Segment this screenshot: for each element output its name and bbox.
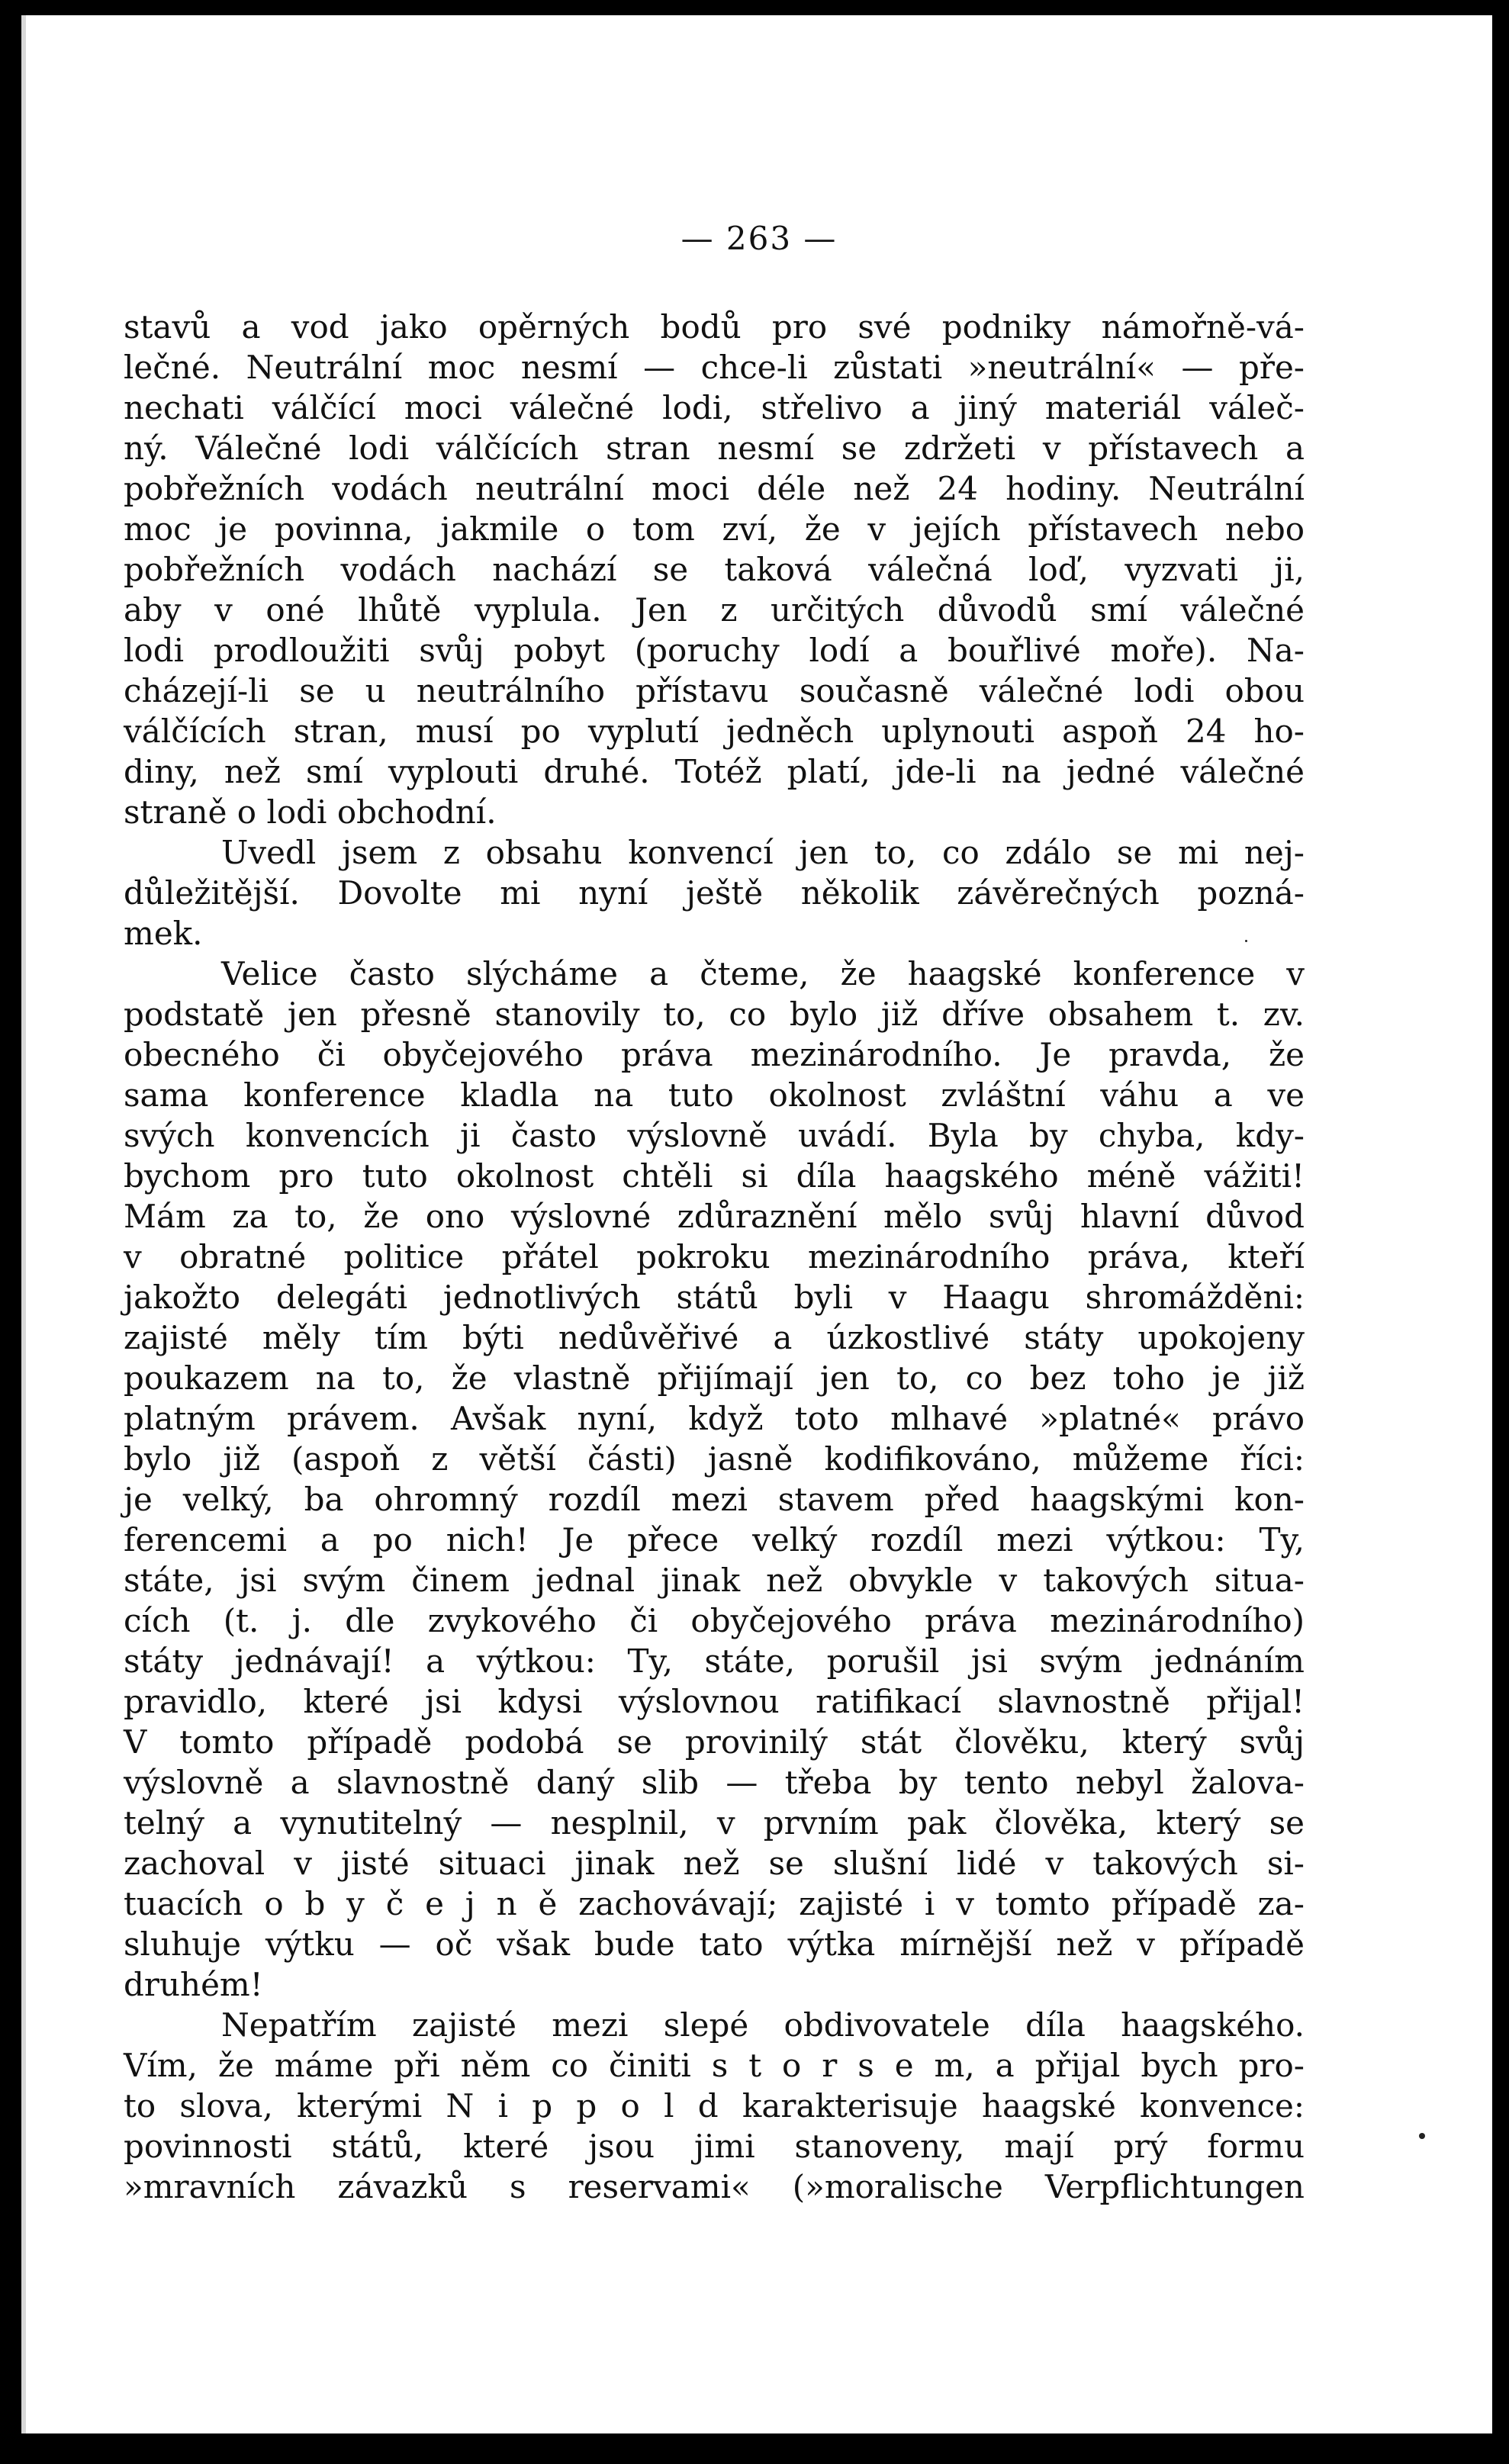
text-line: lečné. Neutrální moc nesmí — chce-li zůstati »neutrální« — pře- [124,349,1305,386]
text-line: Velice často slýcháme a čteme, že haagské konference v [221,955,1305,992]
text-line: tuacích o b y č e j n ě zachovávají; zajisté i v tomto případě za- [124,1885,1305,1922]
page-number-header: — 263 — [680,220,838,257]
text-line: platným právem. Avšak nyní, když toto mlhavé »platné« právo [124,1400,1305,1437]
text-line: cházejí-li se u neutrálního přístavu současně válečné lodi obou [124,672,1305,709]
text-line: pobřežních vodách neutrální moci déle než 24 hodiny. Neutrální [124,470,1305,507]
text-line: zajisté měly tím býti nedůvěřivé a úzkostlivé státy upokojeny [124,1319,1305,1356]
text-line: bylo již (aspoň z větší části) jasně kodifikováno, můžeme říci: [124,1440,1305,1478]
text-line: Mám za to, že ono výslovné zdůraznění mělo svůj hlavní důvod [124,1198,1305,1235]
text-line: to slova, kterými N i p p o l d karakterisuje haagské konvence: [124,2087,1305,2125]
text-line: v obratné politice přátel pokroku mezinárodního práva, kteří [124,1238,1305,1275]
text-line: diny, než smí vyplouti druhé. Totéž platí, jde-li na jedné válečné [124,753,1305,790]
text-line: je velký, ba ohromný rozdíl mezi stavem před haagskými kon- [124,1481,1305,1518]
text-line: sluhuje výtku — oč však bude tato výtka mírnější než v případě [124,1925,1305,1963]
text-line: zachoval v jisté situaci jinak než se slušní lidé v takových si- [124,1845,1305,1882]
text-line: mek. [124,915,203,952]
text-line: V tomto případě podobá se provinilý stát člověku, který svůj [124,1723,1305,1761]
text-line: druhém! [124,1966,263,2003]
text-line: pravidlo, které jsi kdysi výslovnou ratifikací slavnostně přijal! [124,1683,1305,1720]
text-line: povinnosti států, které jsou jimi stanoveny, mají prý formu [124,2128,1305,2165]
text-line: svých konvencích ji často výslovně uvádí. Byla by chyba, kdy- [124,1117,1305,1154]
print-speck [1245,940,1247,942]
text-line: ný. Válečné lodi válčících stran nesmí se zdržeti v přístavech a [124,429,1305,467]
text-line: stavů a vod jako opěrných bodů pro své podniky námořně-vá- [124,308,1305,346]
text-line: aby v oné lhůtě vyplula. Jen z určitých důvodů smí válečné [124,591,1305,629]
text-line: sama konference kladla na tuto okolnost zvláštní váhu a ve [124,1076,1305,1114]
text-line: Uvedl jsem z obsahu konvencí jen to, co zdálo se mi nej- [221,834,1305,871]
text-line: důležitější. Dovolte mi nyní ještě několik závěrečných pozná- [124,874,1305,912]
text-line: státe, jsi svým činem jednal jinak než obvykle v takových situa- [124,1562,1305,1599]
text-line: ferencemi a po nich! Je přece velký rozdíl mezi výtkou: Ty, [124,1521,1305,1558]
text-line: podstatě jen přesně stanovily to, co bylo již dříve obsahem t. zv. [124,996,1305,1033]
text-line: výslovně a slavnostně daný slib — třeba by tento nebyl žalova- [124,1764,1305,1801]
text-line: cích (t. j. dle zvykového či obyčejového práva mezinárodního) [124,1602,1305,1639]
text-line: bychom pro tuto okolnost chtěli si díla haagského méně vážiti! [124,1157,1305,1195]
text-line: moc je povinna, jakmile o tom zví, že v jejích přístavech nebo [124,510,1305,548]
text-line: nechati válčící moci válečné lodi, střelivo a jiný materiál váleč- [124,389,1305,426]
text-line: válčících stran, musí po vyplutí jedněch uplynouti aspoň 24 ho- [124,713,1305,750]
text-line: telný a vynutitelný — nesplnil, v prvním pak člověka, který se [124,1804,1305,1842]
book-page [21,15,1492,2433]
print-speck [1419,2133,1425,2139]
text-line: »mravních závazků s reservami« (»moralische Verpflichtungen [124,2168,1305,2205]
text-line: státy jednávají! a výtkou: Ty, státe, porušil jsi svým jednáním [124,1642,1305,1680]
text-line: jakožto delegáti jednotlivých států byli v Haagu shromážděni: [124,1279,1305,1316]
text-line: poukazem na to, že vlastně přijímají jen to, co bez toho je již [124,1359,1305,1397]
text-line: straně o lodi obchodní. [124,793,497,831]
text-line: Vím, že máme při něm co činiti s t o r s e m, a přijal bych pro- [124,2047,1305,2084]
text-line: Nepatřím zajisté mezi slepé obdivovatele díla haagského. [221,2006,1305,2044]
page-body-text [124,307,1305,2207]
text-line: pobřežních vodách nachází se taková válečná loď, vyzvati ji, [124,551,1305,588]
text-line: lodi prodloužiti svůj pobyt (poruchy lodí a bouřlivé moře). Na- [124,632,1305,669]
text-line: obecného či obyčejového práva mezinárodního. Je pravda, že [124,1036,1305,1073]
